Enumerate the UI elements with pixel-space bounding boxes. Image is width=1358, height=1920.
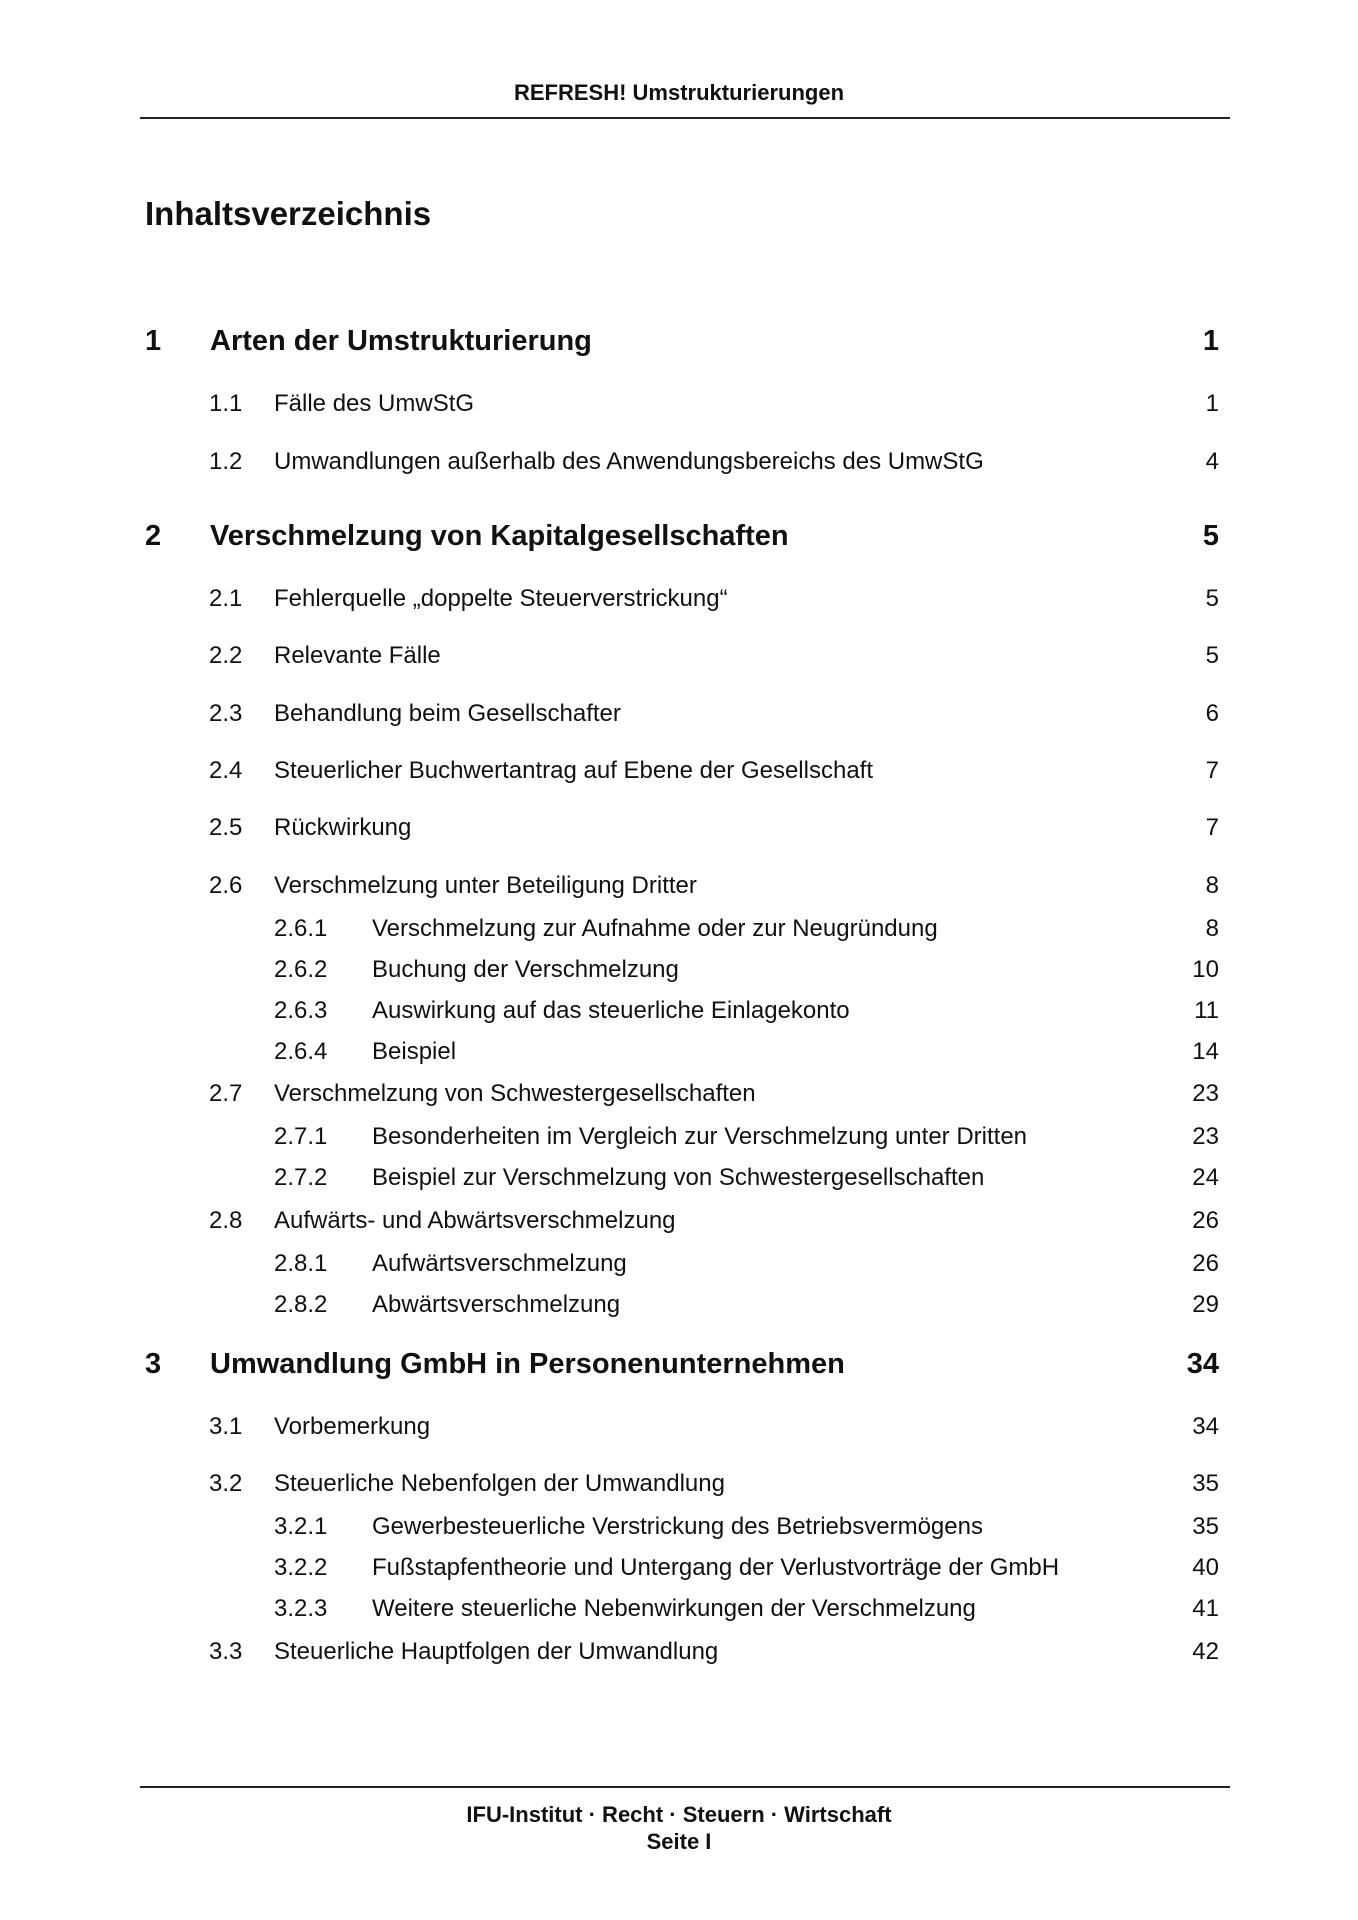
toc-title: Verschmelzung unter Beteiligung Dritter — [274, 872, 697, 899]
toc-page: 42 — [1192, 1638, 1219, 1665]
toc-title: Aufwärtsverschmelzung — [372, 1250, 627, 1277]
toc-title: Beispiel — [372, 1038, 457, 1065]
toc-section-2-8[interactable] — [0, 1207, 1358, 1243]
toc-number: 2.1 — [209, 585, 243, 612]
toc-subsection-2-6-4[interactable] — [0, 1038, 1358, 1074]
toc-section-2-5[interactable] — [0, 814, 1358, 850]
toc-section-1-1[interactable] — [0, 390, 1358, 426]
toc-number: 2.6.3 — [274, 997, 328, 1024]
toc-page: 6 — [1205, 700, 1219, 727]
footer-institute: IFU-Institut · Recht · Steuern · Wirtschaft — [466, 1802, 892, 1827]
toc-page: 11 — [1194, 997, 1219, 1024]
toc-page: 5 — [1205, 642, 1219, 669]
toc-title: Steuerlicher Buchwertantrag auf Ebene der Gesellschaft — [274, 757, 874, 784]
toc-title: Steuerliche Hauptfolgen der Umwandlung — [274, 1638, 719, 1665]
toc-subsection-2-7-2[interactable] — [0, 1164, 1358, 1200]
toc-number: 3.1 — [209, 1413, 243, 1440]
toc-page: 10 — [1192, 956, 1219, 983]
toc-page: 35 — [1192, 1470, 1219, 1497]
toc-page: 29 — [1192, 1291, 1219, 1318]
toc-title: Verschmelzung von Kapitalgesellschaften — [210, 520, 789, 552]
toc-title: Besonderheiten im Vergleich zur Verschmelzung unter Dritten — [372, 1123, 1028, 1150]
toc-number: 3.2.1 — [274, 1513, 328, 1540]
toc-number: 2.6 — [209, 872, 243, 899]
toc-subsection-2-6-1[interactable] — [0, 915, 1358, 951]
toc-title: Abwärtsverschmelzung — [372, 1291, 621, 1318]
toc-section-2-2[interactable] — [0, 642, 1358, 678]
toc-subsection-2-6-2[interactable] — [0, 956, 1358, 992]
toc-number: 2.6.1 — [274, 915, 328, 942]
toc-title: Vorbemerkung — [274, 1413, 431, 1440]
toc-section-2-1[interactable] — [0, 585, 1358, 621]
toc-page: 5 — [1202, 520, 1219, 552]
toc-number: 3 — [145, 1348, 162, 1380]
toc-page: 26 — [1192, 1250, 1219, 1277]
toc-number: 2.2 — [209, 642, 243, 669]
toc-page: 23 — [1192, 1123, 1219, 1150]
page-title: Inhaltsverzeichnis — [145, 195, 432, 232]
toc-title: Aufwärts- und Abwärtsverschmelzung — [274, 1207, 676, 1234]
toc-section-2-4[interactable] — [0, 757, 1358, 793]
footer-divider — [140, 1786, 1230, 1788]
toc-number: 2.8.2 — [274, 1291, 328, 1318]
toc-section-1-2[interactable] — [0, 448, 1358, 484]
toc-page: 7 — [1205, 814, 1219, 841]
toc-number: 3.3 — [209, 1638, 243, 1665]
footer-page-number: Seite I — [646, 1829, 712, 1854]
toc-number: 2.7 — [209, 1080, 243, 1107]
toc-number: 2 — [145, 520, 162, 552]
toc-subsection-3-2-1[interactable] — [0, 1513, 1358, 1549]
toc-number: 2.8 — [209, 1207, 243, 1234]
toc-page: 5 — [1205, 585, 1219, 612]
toc-page: 34 — [1186, 1348, 1219, 1380]
toc-title: Fußstapfentheorie und Untergang der Verlustvorträge der GmbH — [372, 1554, 1060, 1581]
toc-subsection-2-8-2[interactable] — [0, 1291, 1358, 1327]
toc-page: 40 — [1192, 1554, 1219, 1581]
toc-number: 1.2 — [209, 448, 243, 475]
header-title: REFRESH! Umstrukturierungen — [513, 80, 845, 105]
toc-page: 34 — [1192, 1413, 1219, 1440]
toc-title: Umwandlungen außerhalb des Anwendungsbereichs des UmwStG — [274, 448, 984, 475]
toc-number: 1.1 — [209, 390, 243, 417]
toc-section-3-3[interactable] — [0, 1638, 1358, 1674]
toc-title: Rückwirkung — [274, 814, 412, 841]
toc-number: 2.4 — [209, 757, 243, 784]
toc-subsection-2-7-1[interactable] — [0, 1123, 1358, 1159]
toc-subsection-2-8-1[interactable] — [0, 1250, 1358, 1286]
toc-title: Fehlerquelle „doppelte Steuerverstrickung“ — [274, 585, 728, 612]
toc-number: 2.7.1 — [274, 1123, 328, 1150]
toc-number: 3.2 — [209, 1470, 243, 1497]
toc-title: Behandlung beim Gesellschafter — [274, 700, 621, 727]
toc-title: Auswirkung auf das steuerliche Einlagekonto — [372, 997, 850, 1024]
toc-subsection-2-6-3[interactable] — [0, 997, 1358, 1033]
toc-number: 2.7.2 — [274, 1164, 328, 1191]
toc-page: 1 — [1202, 325, 1219, 357]
toc-title: Steuerliche Nebenfolgen der Umwandlung — [274, 1470, 725, 1497]
toc-title: Beispiel zur Verschmelzung von Schwestergesellschaften — [372, 1164, 985, 1191]
toc-chapter-3[interactable] — [0, 1348, 1358, 1384]
toc-page: 1 — [1205, 390, 1219, 417]
toc-section-3-1[interactable] — [0, 1413, 1358, 1449]
toc-page: 4 — [1205, 448, 1219, 475]
toc-number: 3.2.3 — [274, 1595, 328, 1622]
toc-chapter-2[interactable] — [0, 520, 1358, 556]
toc-number: 2.6.4 — [274, 1038, 328, 1065]
toc-section-2-6[interactable] — [0, 872, 1358, 908]
toc-title: Buchung der Verschmelzung — [372, 956, 679, 983]
toc-number: 2.5 — [209, 814, 243, 841]
toc-number: 2.8.1 — [274, 1250, 328, 1277]
toc-chapter-1[interactable] — [0, 325, 1358, 361]
toc-section-2-3[interactable] — [0, 700, 1358, 736]
header-divider — [140, 117, 1230, 119]
toc-section-3-2[interactable] — [0, 1470, 1358, 1506]
toc-number: 2.3 — [209, 700, 243, 727]
toc-title: Relevante Fälle — [274, 642, 441, 669]
toc-page: 8 — [1205, 872, 1219, 899]
toc-subsection-3-2-2[interactable] — [0, 1554, 1358, 1590]
toc-page: 26 — [1192, 1207, 1219, 1234]
toc-page: 14 — [1192, 1038, 1219, 1065]
toc-title: Weitere steuerliche Nebenwirkungen der Verschmelzung — [372, 1595, 976, 1622]
toc-page: 8 — [1205, 915, 1219, 942]
toc-title: Fälle des UmwStG — [274, 390, 475, 417]
toc-title: Verschmelzung von Schwestergesellschaften — [274, 1080, 756, 1107]
toc-title: Arten der Umstrukturierung — [210, 325, 592, 357]
toc-page: 23 — [1192, 1080, 1219, 1107]
toc-subsection-3-2-3[interactable] — [0, 1595, 1358, 1631]
toc-number: 3.2.2 — [274, 1554, 328, 1581]
toc-title: Umwandlung GmbH in Personenunternehmen — [210, 1348, 845, 1380]
toc-number: 2.6.2 — [274, 956, 328, 983]
toc-page: 35 — [1192, 1513, 1219, 1540]
toc-title: Verschmelzung zur Aufnahme oder zur Neugründung — [372, 915, 938, 942]
toc-number: 1 — [145, 325, 162, 357]
toc-title: Gewerbesteuerliche Verstrickung des Betriebsvermögens — [372, 1513, 983, 1540]
toc-page: 24 — [1192, 1164, 1219, 1191]
toc-section-2-7[interactable] — [0, 1080, 1358, 1116]
toc-page: 7 — [1205, 757, 1219, 784]
toc-page: 41 — [1192, 1595, 1219, 1622]
